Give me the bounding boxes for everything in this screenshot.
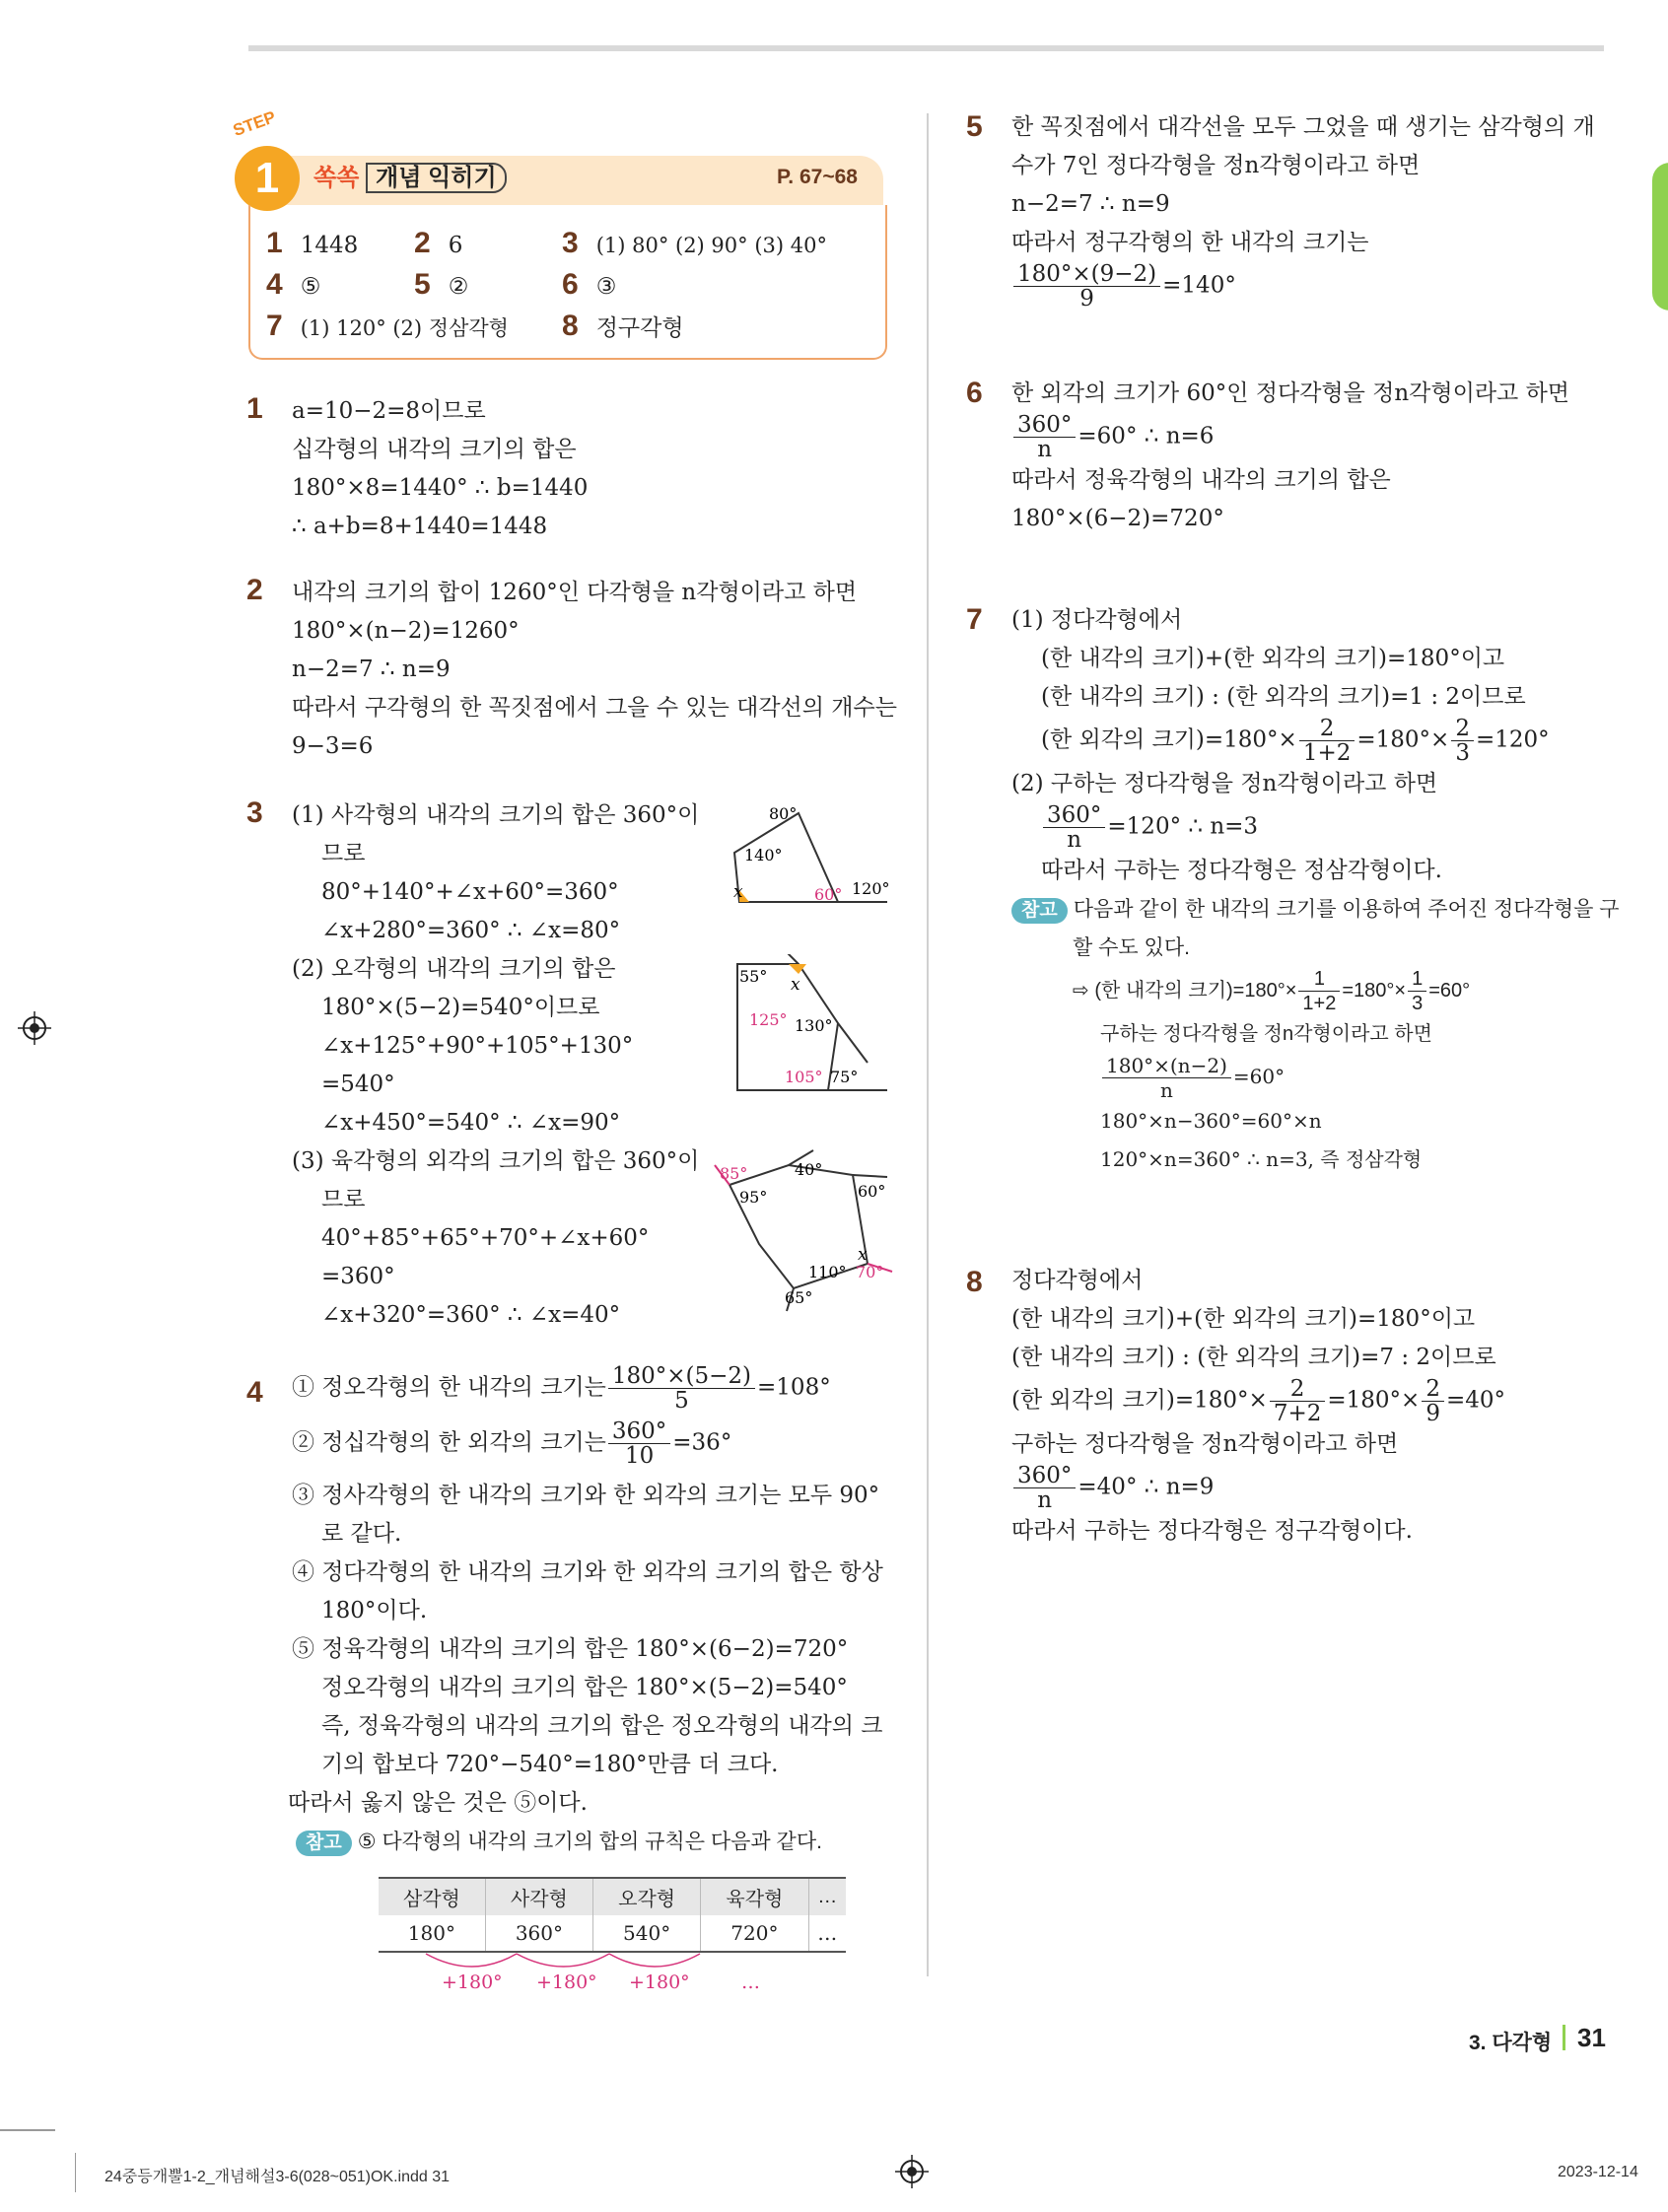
problem-3-number: 3: [246, 796, 263, 829]
fig3-angle-d: 60°: [858, 1182, 886, 1201]
fig2-angle-b: x: [791, 975, 800, 995]
polygon-sum-table: 삼각형 사각형 오각형 육각형 … 180° 360° 540° 720° …: [379, 1877, 846, 1953]
problem-4-number: 4: [246, 1376, 263, 1409]
step-title-b: 개념 익히기: [366, 163, 507, 193]
fig3-angle-g: 70°: [856, 1263, 884, 1281]
fig3-angle-e: 110°: [808, 1263, 847, 1281]
side-tab: [1652, 163, 1668, 311]
answer-7: 7 (1) 120° (2) 정삼각형: [266, 310, 509, 342]
problem-6-solution: 한 외각의 크기가 60°인 정다각형을 정n각형이라고 하면 $\frac{360^\circ}{n}$ =60° ∴ n=6 따라서 정육각형의 내각의 크기의 합은 180°×(6−2)=720°: [1011, 380, 1570, 531]
increment-2: +180°: [536, 1971, 597, 1993]
step-label: STEP: [230, 107, 279, 141]
problem-1-number: 1: [246, 392, 263, 425]
increment-1: +180°: [442, 1971, 503, 1993]
problem-3-solution: (1) 사각형의 내각의 크기의 합은 360°이 므로 80°+140°+∠x+60°=360° ∠x+280°=360° ∴ ∠x=80° (2) 오각형의 내각의 크기의 합은 180°×(5−2)=540°이므로 ∠x+125°+90°+105°+130° =540° ∠x+450°=540° ∴ ∠x=90° (3) 육각형의 외각의 크기의 합은 360°이 므로 40°+85°+65°+70°+∠x+60° =360° ∠x+320°=360° ∴ ∠x=40°: [292, 802, 700, 1328]
problem-6-number: 6: [966, 377, 983, 409]
fig2-angle-e: 105°: [785, 1068, 823, 1086]
problem-2-solution: 내각의 크기의 합이 1260°인 다각형을 n각형이라고 하면 180°×(n−2)=1260° n−2=7 ∴ n=9 따라서 구각형의 한 꼭짓점에서 그을 수 있는 대각선의 개수는 9−3=6: [292, 580, 897, 759]
crop-mark-left: [0, 2129, 55, 2131]
problem-7-number: 7: [966, 603, 983, 636]
problem-4-solution: ① 정오각형의 한 내각의 크기는 $\frac{180^\circ\times(5-2)}{5}$ =108° ② 정십각형의 한 외각의 크기는 $\frac{360^\circ}{10}$ =36° ③ 정사각형의 한 내각의 크기와 한 외각의 크기는 모두 90° 로 같다. ④ 정다각형의 한 내각의 크기와 한 외각의 크기의 합은 항상 180°이다. ⑤ 정육각형의 내각의 크기의 합은 180°×(6−2)=720° 정오각형의 내각의 크기의 합은 180°×(5−2)=540° 즉, 정육각형의 내각의 크기의 합은 정오각형의 내각의 크 기의 합보다 720°−540°=180°만큼 더 크다. 따라서 옳지 않은 것은 ⑤이다. 참고 ⑤ 다각형의 내각의 크기의 합의 규칙은 다음과 같다.: [292, 1364, 883, 1861]
answer-6: 6 ③: [562, 268, 617, 301]
column-divider: [927, 113, 929, 1976]
problem-8-solution: 정다각형에서 (한 내각의 크기)+(한 외각의 크기)=180°이고 (한 내각의 크기) : (한 외각의 크기)=7 : 2이므로 (한 외각의 크기)=180°× $\frac{2}{7+2}$ =180°× $\frac{2}{9}$ =40° 구하는 정다각형을 정n각형이라고 하면 $\frac{360^\circ}{n}$ =40° ∴ n=9 따라서 구하는 정다각형은 정구각형이다.: [1011, 1268, 1506, 1544]
figure-hexagon: [710, 1145, 897, 1313]
registration-mark-bottom: [895, 2155, 929, 2188]
page-number: 31: [1577, 2023, 1606, 2052]
fig2-angle-c: 125°: [749, 1010, 788, 1029]
answer-3: 3 (1) 80° (2) 90° (3) 40°: [562, 227, 827, 259]
problem-7-solution: (1) 정다각형에서 (한 내각의 크기)+(한 외각의 크기)=180°이고 (한 내각의 크기) : (한 외각의 크기)=1 : 2이므로 (한 외각의 크기)=180°× $\frac{2}{1+2}$ =180°× $\frac{2}{3}$ =120° (2) 구하는 정다각형을 정n각형이라고 하면 $\frac{360^\circ}{n}$ =120° ∴ n=3 따라서 구하는 정다각형은 정삼각형이다. 참고 다음과 같이 한 내각의 크기를 이용하여 주어진 정다각형을 구 할 수도 있다. ⇨ (한 내각의 크기)=180°× $\frac{1}{1+2}$ =180°× $\frac{1}{3}$ =60° 구하는 정다각형을 정n각형이라고 하면 $\frac{180^\circ\times(n-2)}{n}$ =60° 180°×n−360°=60°×n 120°×n=360° ∴ n=3, 즉 정삼각형: [1011, 607, 1620, 1171]
step-title: [313, 158, 507, 192]
increment-4: …: [741, 1971, 760, 1993]
fig2-angle-a: 55°: [739, 967, 768, 986]
figure-pentagon: [730, 954, 887, 1102]
problem-1-solution: a=10−2=8이므로 십각형의 내각의 크기의 합은 180°×8=1440° ∴ b=1440 ∴ a+b=8+1440=1448: [292, 398, 589, 539]
note-tag-4: 참고: [296, 1831, 352, 1856]
fig1-angle-e: 120°: [852, 879, 890, 898]
crop-mark-vertical: [75, 2153, 76, 2192]
chapter-label: 3. 다각형: [1469, 2032, 1553, 2054]
answer-4: 4 ⑤: [266, 268, 321, 301]
increment-3: +180°: [629, 1971, 690, 1993]
step-number: 1: [235, 146, 300, 211]
fig3-angle-c: 95°: [739, 1188, 768, 1207]
print-date: 2023-12-14: [1558, 2164, 1638, 2180]
step-title-a: 쏙쏙: [313, 165, 360, 191]
fig3-angle-h: 65°: [785, 1288, 813, 1307]
answer-2: 2 6: [414, 227, 463, 259]
fig1-angle-d: 60°: [814, 885, 843, 904]
answer-1: 1 1448: [266, 227, 359, 259]
registration-mark-left: [18, 1011, 51, 1045]
footer-divider: [1563, 2025, 1565, 2050]
fig3-angle-a: 85°: [720, 1164, 748, 1183]
fig2-angle-f: 75°: [830, 1068, 859, 1086]
fig1-angle-c: x: [733, 882, 743, 902]
answer-8: 8 정구각형: [562, 310, 684, 342]
fig3-angle-b: 40°: [795, 1160, 823, 1179]
fig3-angle-f: x: [858, 1245, 868, 1265]
problem-5-solution: 한 꼭짓점에서 대각선을 모두 그었을 때 생기는 삼각형의 개 수가 7인 정다각형을 정n각형이라고 하면 n−2=7 ∴ n=9 따라서 정구각형의 한 내각의 크기는 $\frac{180^\circ\times(9-2)}{9}$ =140°: [1011, 114, 1595, 311]
problem-8-number: 8: [966, 1266, 983, 1298]
answer-5: 5 ②: [414, 268, 469, 301]
fig1-angle-b: 140°: [744, 846, 783, 864]
note-tag-7: 참고: [1011, 898, 1068, 924]
fig1-angle-a: 80°: [769, 804, 798, 823]
fig2-angle-d: 130°: [795, 1016, 833, 1035]
file-name: 24중등개뿔1-2_개념해설3-6(028~051)OK.indd 31: [104, 2169, 451, 2185]
step-pages: P. 67~68: [777, 166, 858, 188]
figure-quadrilateral: [710, 803, 897, 922]
problem-2-number: 2: [246, 574, 263, 606]
top-rule: [248, 45, 1604, 51]
problem-5-number: 5: [966, 110, 983, 143]
